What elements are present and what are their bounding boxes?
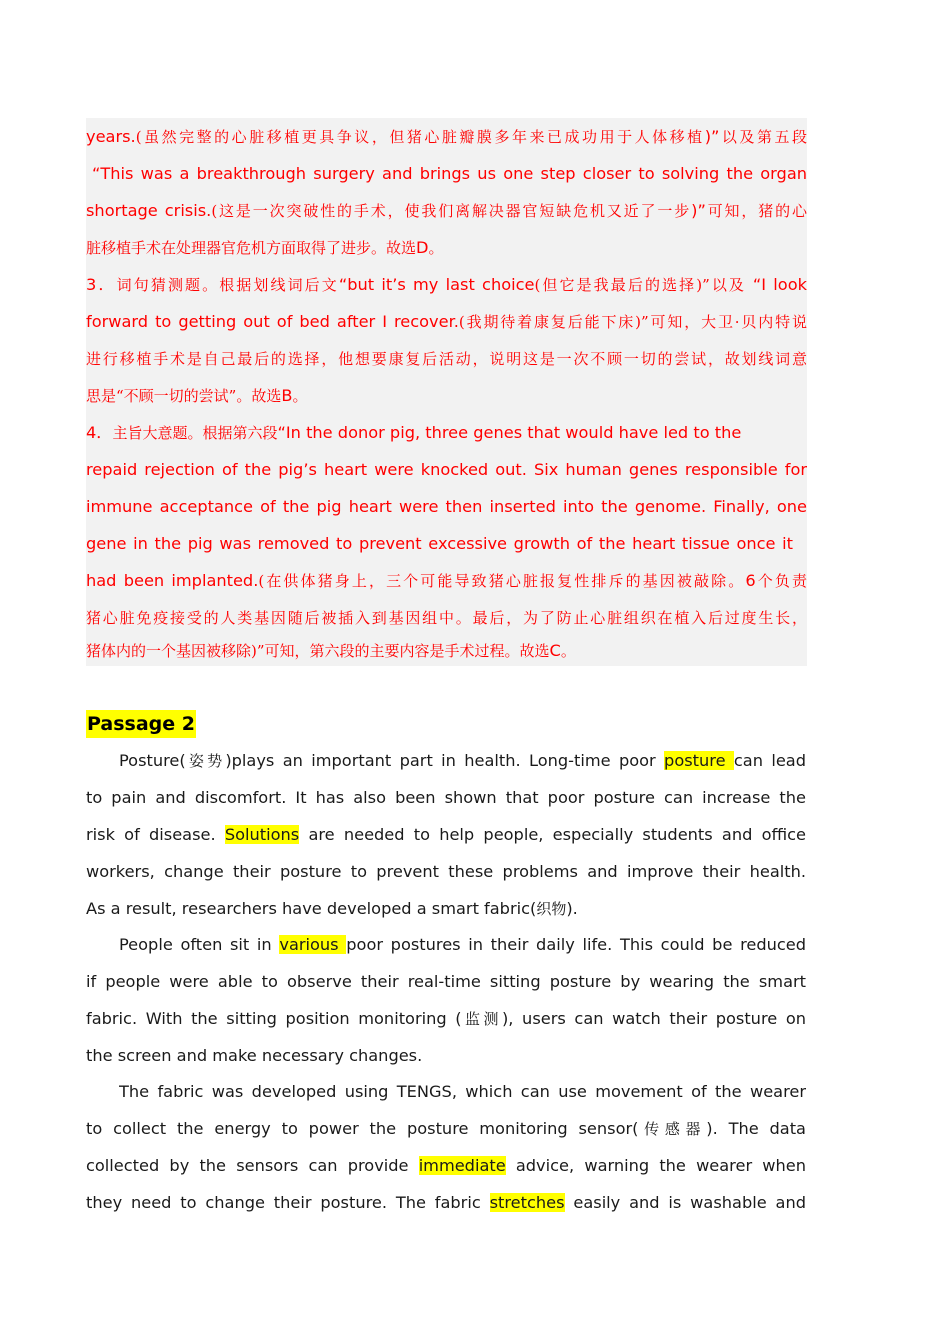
text: 姿势 [185, 752, 226, 770]
explanation-text: (虽然完整的心脏移植更具争议，但猪心脏瓣膜多年来已成功用于人体移植 [135, 128, 705, 146]
explanation-text: 思是“不顾一切的尝试”。故选 [86, 387, 282, 405]
explanation-line [86, 525, 793, 562]
explanation-line [92, 155, 807, 192]
question-number: 4． [86, 423, 113, 442]
explanation-text: gene in the pig was removed to prevent excessive growth of the heart tissue once it [86, 534, 793, 553]
text: As a result, researchers have developed a smart fabric( [86, 899, 537, 918]
text: can lead [733, 751, 806, 770]
text: Posture( [119, 751, 186, 770]
paragraph-line [86, 1184, 806, 1221]
paragraph-line [86, 1147, 806, 1184]
explanation-text: 进行移植手术是自己最后的选择，他想要康复后活动，说明这是一次不顾一切的尝试，故划线词意 [86, 350, 807, 368]
explanation-text: 以及第五段 [719, 128, 807, 146]
explanation-text: )” [691, 201, 706, 220]
text: People often sit in [119, 935, 280, 954]
explanation-text: 个负责 [755, 572, 807, 590]
explanation-line [86, 451, 807, 488]
paragraph-line: to pain and discomfort. It has also been shown that poor posture can increase the [86, 788, 806, 807]
explanation-text: 主旨大意题。根据第六段 [112, 424, 278, 442]
text: ). [566, 899, 578, 918]
paragraph-line [86, 1110, 806, 1147]
explanation-text: forward to getting out of bed after I recover. [86, 312, 459, 331]
explanation-line [86, 562, 807, 599]
explanation-text: C [549, 641, 561, 660]
text: easily and is washable and [564, 1193, 806, 1212]
explanation-text: “but it’s my last choice [338, 275, 535, 294]
text: advice, warning the wearer when [505, 1156, 806, 1175]
text: ). The data [706, 1119, 806, 1138]
explanation-text: 6 [745, 571, 756, 590]
explanation-text: 。 [292, 387, 308, 405]
explanation-line [86, 599, 807, 636]
explanation-text: repaid rejection of the pig’s heart were knocked out. Six human genes responsible for [86, 460, 807, 479]
explanation-text: 脏移植手术在处理器官危机方面取得了进步。故选 [86, 239, 417, 257]
explanation-line [86, 636, 807, 666]
explanation-line [86, 192, 807, 229]
text: )plays an important part in health. Long-time poor [225, 751, 665, 770]
text: ), users can watch their posture on [501, 1009, 806, 1028]
text: 织物 [536, 900, 567, 918]
explanation-line [86, 377, 807, 414]
explanation-text: 猪体内的一个基因被移除)”可知，第六段的主要内容是手术过程。故选 [86, 642, 550, 660]
explanation-text: “This was a breakthrough surgery and brings us one step closer to solving the organ [92, 164, 807, 183]
explanation-line [86, 414, 807, 451]
paragraph-line: if people were able to observe their real-time sitting posture by wearing the smart [86, 972, 806, 991]
explanation-line [86, 266, 807, 303]
paragraph-line [86, 816, 806, 853]
explanation-line [86, 340, 807, 377]
explanation-text: D [416, 238, 429, 257]
explanation-line [86, 229, 807, 266]
answer-explanation-block [86, 118, 807, 666]
text: 监测 [461, 1010, 502, 1028]
explanation-line [86, 303, 807, 340]
explanation-text: “In the donor pig, three genes that would have led to the [277, 423, 742, 442]
explanation-text: “I look [752, 275, 807, 294]
text: are needed to help people, especially students and office [299, 825, 806, 844]
explanation-text: years. [86, 127, 136, 146]
explanation-text: (在供体猪身上，三个可能导致猪心脏报复性排斥的基因被敲除。 [258, 572, 746, 590]
text: they need to change their posture. The fabric [86, 1193, 490, 1212]
paragraph-line [86, 1000, 806, 1037]
text: to collect the energy to power the posture monitoring sensor( [86, 1119, 639, 1138]
explanation-line [86, 118, 807, 155]
text: 传感器 [638, 1120, 707, 1138]
text: risk of disease. [86, 825, 225, 844]
explanation-text: 。 [428, 239, 444, 257]
explanation-text: (但它是我最后的选择)”以及 [534, 276, 753, 294]
explanation-text: 猪心脏免疫接受的人类基因随后被插入到基因组中。最后，为了防止心脏组织在植入后过度生长， [86, 609, 807, 627]
explanation-text: )” [704, 127, 720, 146]
explanation-text: shortage crisis. [86, 201, 212, 220]
text: fabric. With the sitting position monitoring ( [86, 1009, 462, 1028]
highlighted-word: various [279, 935, 347, 954]
explanation-text: 词句猜测题。根据划线词后文 [116, 276, 339, 294]
explanation-text: B [281, 386, 293, 405]
paragraph-line [86, 890, 806, 927]
paragraph-line: workers, change their posture to prevent these problems and improve their health. [86, 862, 806, 881]
highlighted-word: Solutions [224, 825, 300, 844]
paragraph-line: The fabric was developed using TENGS, which can use movement of the wearer [119, 1082, 806, 1101]
highlighted-word: stretches [489, 1193, 565, 1212]
explanation-text: (我期待着康复后能下床)”可知，大卫·贝内特说 [458, 313, 807, 331]
highlighted-word: posture [664, 751, 734, 770]
text: collected by the sensors can provide [86, 1156, 419, 1175]
explanation-text: (这是一次突破性的手术，使我们离解决器官短缺危机又近了一步 [211, 202, 692, 220]
text: poor postures in their daily life. This could be reduced [346, 935, 806, 954]
paragraph-line [119, 742, 806, 779]
explanation-line [86, 488, 807, 525]
highlighted-word: immediate [418, 1156, 506, 1175]
explanation-text: had been implanted. [86, 571, 259, 590]
paragraph-line: the screen and make necessary changes. [86, 1046, 423, 1065]
question-number: 3． [86, 275, 117, 294]
explanation-text: 可知，猪的心 [705, 202, 807, 220]
paragraph-line [119, 926, 806, 963]
passage-heading: Passage 2 [86, 710, 196, 738]
explanation-text: 。 [560, 642, 576, 660]
explanation-text: immune acceptance of the pig heart were then inserted into the genome. Finally, one [86, 497, 807, 516]
